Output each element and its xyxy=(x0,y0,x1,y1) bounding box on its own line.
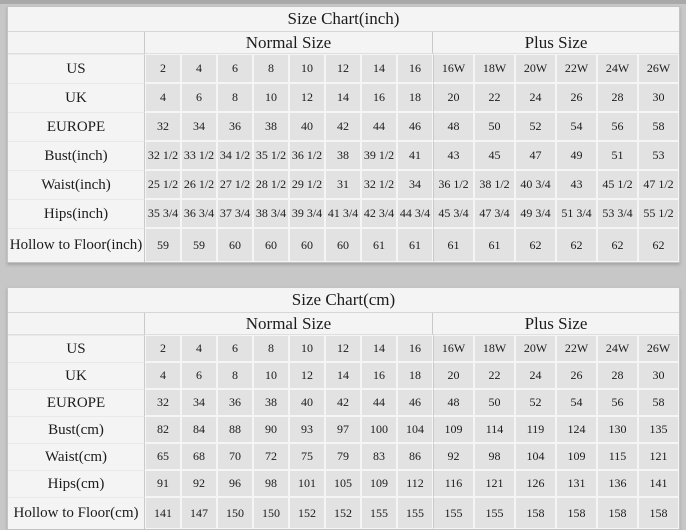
size-cell: 37 3/4 xyxy=(217,199,253,228)
size-cell: 48 xyxy=(433,389,474,416)
size-cell: 26 1/2 xyxy=(181,170,217,199)
size-cell: 79 xyxy=(325,443,361,470)
size-cell: 36 xyxy=(217,112,253,141)
size-cell: 12 xyxy=(289,83,325,112)
size-cell: 16 xyxy=(397,54,433,83)
group-header-row xyxy=(8,313,679,335)
table-row xyxy=(8,83,679,112)
size-cell: 155 xyxy=(397,497,433,529)
size-cell: 56 xyxy=(597,389,638,416)
row-label: Hollow to Floor(inch) xyxy=(8,228,145,262)
size-cell: 6 xyxy=(217,54,253,83)
size-cell: 28 xyxy=(597,83,638,112)
size-cell: 55 1/2 xyxy=(638,199,679,228)
table-row xyxy=(8,335,679,362)
size-cell: 62 xyxy=(597,228,638,262)
size-cell: 50 xyxy=(474,389,515,416)
table-row xyxy=(8,362,679,389)
size-cell: 26W xyxy=(638,335,679,362)
size-cell: 2 xyxy=(145,54,181,83)
size-cell: 25 1/2 xyxy=(145,170,181,199)
size-cell: 46 xyxy=(397,112,433,141)
size-cell: 30 xyxy=(638,83,679,112)
size-cell: 158 xyxy=(597,497,638,529)
size-cell: 16 xyxy=(397,335,433,362)
size-cell: 158 xyxy=(556,497,597,529)
size-cell: 92 xyxy=(181,470,217,497)
size-cell: 75 xyxy=(289,443,325,470)
table-row xyxy=(8,497,679,529)
size-cell: 12 xyxy=(289,362,325,389)
size-cell: 104 xyxy=(515,443,556,470)
size-cell: 14 xyxy=(361,54,397,83)
size-cell: 51 xyxy=(597,141,638,170)
size-cell: 150 xyxy=(253,497,289,529)
size-cell: 56 xyxy=(597,112,638,141)
size-cell: 48 xyxy=(433,112,474,141)
size-cell: 14 xyxy=(325,362,361,389)
size-cell: 141 xyxy=(145,497,181,529)
size-cell: 18 xyxy=(397,362,433,389)
size-cell: 49 xyxy=(556,141,597,170)
size-cell: 10 xyxy=(253,362,289,389)
size-cell: 47 xyxy=(515,141,556,170)
size-cell: 44 xyxy=(361,112,397,141)
size-cell: 27 1/2 xyxy=(217,170,253,199)
size-cell: 18W xyxy=(474,54,515,83)
size-cell: 26 xyxy=(556,362,597,389)
size-cell: 38 xyxy=(253,389,289,416)
size-cell: 115 xyxy=(597,443,638,470)
group-header-row xyxy=(8,32,679,54)
title-row xyxy=(8,7,679,32)
size-cell: 98 xyxy=(474,443,515,470)
size-cell: 40 xyxy=(289,112,325,141)
size-cell: 32 xyxy=(145,112,181,141)
size-cell: 39 1/2 xyxy=(361,141,397,170)
size-cell: 92 xyxy=(433,443,474,470)
row-label: Bust(cm) xyxy=(8,416,145,443)
size-cell: 150 xyxy=(217,497,253,529)
size-cell: 47 1/2 xyxy=(638,170,679,199)
size-cell: 91 xyxy=(145,470,181,497)
size-cell: 61 xyxy=(433,228,474,262)
size-cell: 34 xyxy=(181,112,217,141)
size-cell: 34 xyxy=(181,389,217,416)
size-cell: 119 xyxy=(515,416,556,443)
size-cell: 65 xyxy=(145,443,181,470)
size-cell: 141 xyxy=(638,470,679,497)
size-cell: 30 xyxy=(638,362,679,389)
size-cell: 24W xyxy=(597,335,638,362)
size-cell: 126 xyxy=(515,470,556,497)
size-cell: 10 xyxy=(289,335,325,362)
size-cell: 109 xyxy=(556,443,597,470)
size-cell: 32 xyxy=(145,389,181,416)
size-cell: 52 xyxy=(515,389,556,416)
size-cell: 53 3/4 xyxy=(597,199,638,228)
size-cell: 14 xyxy=(361,335,397,362)
size-cell: 24 xyxy=(515,83,556,112)
size-cell: 68 xyxy=(181,443,217,470)
size-cell: 22W xyxy=(556,335,597,362)
size-cell: 20W xyxy=(515,54,556,83)
size-cell: 35 3/4 xyxy=(145,199,181,228)
size-cell: 88 xyxy=(217,416,253,443)
size-cell: 29 1/2 xyxy=(289,170,325,199)
size-cell: 47 3/4 xyxy=(474,199,515,228)
size-cell: 18 xyxy=(397,83,433,112)
size-cell: 98 xyxy=(253,470,289,497)
row-label: Hips(inch) xyxy=(8,199,145,228)
size-cell: 24W xyxy=(597,54,638,83)
size-cell: 42 xyxy=(325,389,361,416)
size-cell: 60 xyxy=(289,228,325,262)
size-cell: 35 1/2 xyxy=(253,141,289,170)
size-cell: 61 xyxy=(361,228,397,262)
size-cell: 86 xyxy=(397,443,433,470)
size-cell: 20 xyxy=(433,83,474,112)
size-cell: 12 xyxy=(325,335,361,362)
row-label: Hips(cm) xyxy=(8,470,145,497)
size-cell: 54 xyxy=(556,112,597,141)
size-cell: 28 xyxy=(597,362,638,389)
size-cell: 101 xyxy=(289,470,325,497)
size-cell: 36 1/2 xyxy=(433,170,474,199)
size-cell: 62 xyxy=(515,228,556,262)
size-cell: 4 xyxy=(145,362,181,389)
size-cell: 34 1/2 xyxy=(217,141,253,170)
row-label: US xyxy=(8,335,145,362)
row-label: Waist(cm) xyxy=(8,443,145,470)
size-cell: 32 1/2 xyxy=(361,170,397,199)
size-cell: 16 xyxy=(361,362,397,389)
size-cell: 8 xyxy=(217,362,253,389)
size-cell: 60 xyxy=(217,228,253,262)
size-cell: 6 xyxy=(217,335,253,362)
size-cell: 46 xyxy=(397,389,433,416)
top-strip xyxy=(0,0,686,4)
row-label: Waist(inch) xyxy=(8,170,145,199)
size-cell: 158 xyxy=(515,497,556,529)
size-cell: 152 xyxy=(325,497,361,529)
size-cell: 45 xyxy=(474,141,515,170)
size-cell: 59 xyxy=(181,228,217,262)
table-title: Size Chart(inch) xyxy=(8,7,679,32)
group-header-plus: Plus Size xyxy=(433,313,679,335)
size-cell: 42 xyxy=(325,112,361,141)
size-cell: 121 xyxy=(638,443,679,470)
size-cell: 44 3/4 xyxy=(397,199,433,228)
size-cell: 22 xyxy=(474,362,515,389)
size-cell: 152 xyxy=(289,497,325,529)
table-row xyxy=(8,54,679,83)
size-cell: 33 1/2 xyxy=(181,141,217,170)
size-cell: 100 xyxy=(361,416,397,443)
size-cell: 72 xyxy=(253,443,289,470)
size-cell: 34 xyxy=(397,170,433,199)
size-cell: 36 1/2 xyxy=(289,141,325,170)
table-row xyxy=(8,112,679,141)
size-cell: 158 xyxy=(638,497,679,529)
size-cell: 130 xyxy=(597,416,638,443)
size-cell: 24 xyxy=(515,362,556,389)
size-cell: 40 3/4 xyxy=(515,170,556,199)
size-cell: 54 xyxy=(556,389,597,416)
title-row xyxy=(8,288,679,313)
size-cell: 147 xyxy=(181,497,217,529)
size-cell: 84 xyxy=(181,416,217,443)
size-cell: 4 xyxy=(181,54,217,83)
group-header-normal: Normal Size xyxy=(145,313,433,335)
size-cell: 90 xyxy=(253,416,289,443)
size-cell: 10 xyxy=(253,83,289,112)
size-cell: 114 xyxy=(474,416,515,443)
size-cell: 20 xyxy=(433,362,474,389)
size-cell: 61 xyxy=(397,228,433,262)
corner-cell xyxy=(8,32,145,54)
row-label: EUROPE xyxy=(8,112,145,141)
size-cell: 6 xyxy=(181,362,217,389)
size-cell: 39 3/4 xyxy=(289,199,325,228)
size-cell: 44 xyxy=(361,389,397,416)
size-cell: 2 xyxy=(145,335,181,362)
size-cell: 60 xyxy=(325,228,361,262)
size-cell: 155 xyxy=(361,497,397,529)
row-label: Hollow to Floor(cm) xyxy=(8,497,145,529)
size-cell: 43 xyxy=(433,141,474,170)
size-cell: 53 xyxy=(638,141,679,170)
size-cell: 109 xyxy=(433,416,474,443)
size-cell: 135 xyxy=(638,416,679,443)
size-cell: 22W xyxy=(556,54,597,83)
size-cell: 36 3/4 xyxy=(181,199,217,228)
size-cell: 58 xyxy=(638,112,679,141)
size-cell: 42 3/4 xyxy=(361,199,397,228)
size-cell: 52 xyxy=(515,112,556,141)
size-cell: 28 1/2 xyxy=(253,170,289,199)
size-cell: 49 3/4 xyxy=(515,199,556,228)
row-label: UK xyxy=(8,362,145,389)
size-cell: 20W xyxy=(515,335,556,362)
table-row xyxy=(8,199,679,228)
size-cell: 36 xyxy=(217,389,253,416)
size-cell: 22 xyxy=(474,83,515,112)
size-cell: 155 xyxy=(433,497,474,529)
table-row xyxy=(8,416,679,443)
size-cell: 32 1/2 xyxy=(145,141,181,170)
size-cell: 6 xyxy=(181,83,217,112)
size-cell: 38 xyxy=(325,141,361,170)
size-cell: 40 xyxy=(289,389,325,416)
size-cell: 61 xyxy=(474,228,515,262)
size-chart-inch-table xyxy=(7,6,680,263)
table-title: Size Chart(cm) xyxy=(8,288,679,313)
size-cell: 10 xyxy=(289,54,325,83)
size-cell: 12 xyxy=(325,54,361,83)
size-cell: 116 xyxy=(433,470,474,497)
size-cell: 70 xyxy=(217,443,253,470)
size-cell: 16W xyxy=(433,54,474,83)
size-cell: 38 xyxy=(253,112,289,141)
size-cell: 8 xyxy=(253,54,289,83)
size-cell: 38 1/2 xyxy=(474,170,515,199)
size-cell: 4 xyxy=(181,335,217,362)
size-cell: 26W xyxy=(638,54,679,83)
size-cell: 155 xyxy=(474,497,515,529)
corner-cell xyxy=(8,313,145,335)
size-cell: 26 xyxy=(556,83,597,112)
size-cell: 59 xyxy=(145,228,181,262)
table-row xyxy=(8,170,679,199)
size-cell: 41 xyxy=(397,141,433,170)
size-cell: 96 xyxy=(217,470,253,497)
row-label: EUROPE xyxy=(8,389,145,416)
table-row xyxy=(8,228,679,262)
size-cell: 97 xyxy=(325,416,361,443)
size-cell: 31 xyxy=(325,170,361,199)
row-label: US xyxy=(8,54,145,83)
table-row xyxy=(8,443,679,470)
size-cell: 8 xyxy=(253,335,289,362)
row-label: Bust(inch) xyxy=(8,141,145,170)
size-cell: 62 xyxy=(638,228,679,262)
size-cell: 50 xyxy=(474,112,515,141)
size-cell: 16W xyxy=(433,335,474,362)
size-cell: 62 xyxy=(556,228,597,262)
size-cell: 41 3/4 xyxy=(325,199,361,228)
size-cell: 16 xyxy=(361,83,397,112)
table-row xyxy=(8,389,679,416)
size-cell: 8 xyxy=(217,83,253,112)
size-cell: 82 xyxy=(145,416,181,443)
size-cell: 38 3/4 xyxy=(253,199,289,228)
size-cell: 93 xyxy=(289,416,325,443)
group-header-plus: Plus Size xyxy=(433,32,679,54)
size-cell: 51 3/4 xyxy=(556,199,597,228)
row-label: UK xyxy=(8,83,145,112)
size-cell: 136 xyxy=(597,470,638,497)
size-cell: 43 xyxy=(556,170,597,199)
size-cell: 124 xyxy=(556,416,597,443)
size-cell: 45 3/4 xyxy=(433,199,474,228)
size-cell: 58 xyxy=(638,389,679,416)
size-cell: 18W xyxy=(474,335,515,362)
size-cell: 121 xyxy=(474,470,515,497)
size-cell: 109 xyxy=(361,470,397,497)
size-cell: 60 xyxy=(253,228,289,262)
size-cell: 14 xyxy=(325,83,361,112)
table-row xyxy=(8,470,679,497)
size-cell: 4 xyxy=(145,83,181,112)
size-cell: 131 xyxy=(556,470,597,497)
table-row xyxy=(8,141,679,170)
size-cell: 45 1/2 xyxy=(597,170,638,199)
group-header-normal: Normal Size xyxy=(145,32,433,54)
size-chart-cm-table xyxy=(7,287,680,530)
size-cell: 112 xyxy=(397,470,433,497)
size-cell: 105 xyxy=(325,470,361,497)
size-cell: 83 xyxy=(361,443,397,470)
size-cell: 104 xyxy=(397,416,433,443)
